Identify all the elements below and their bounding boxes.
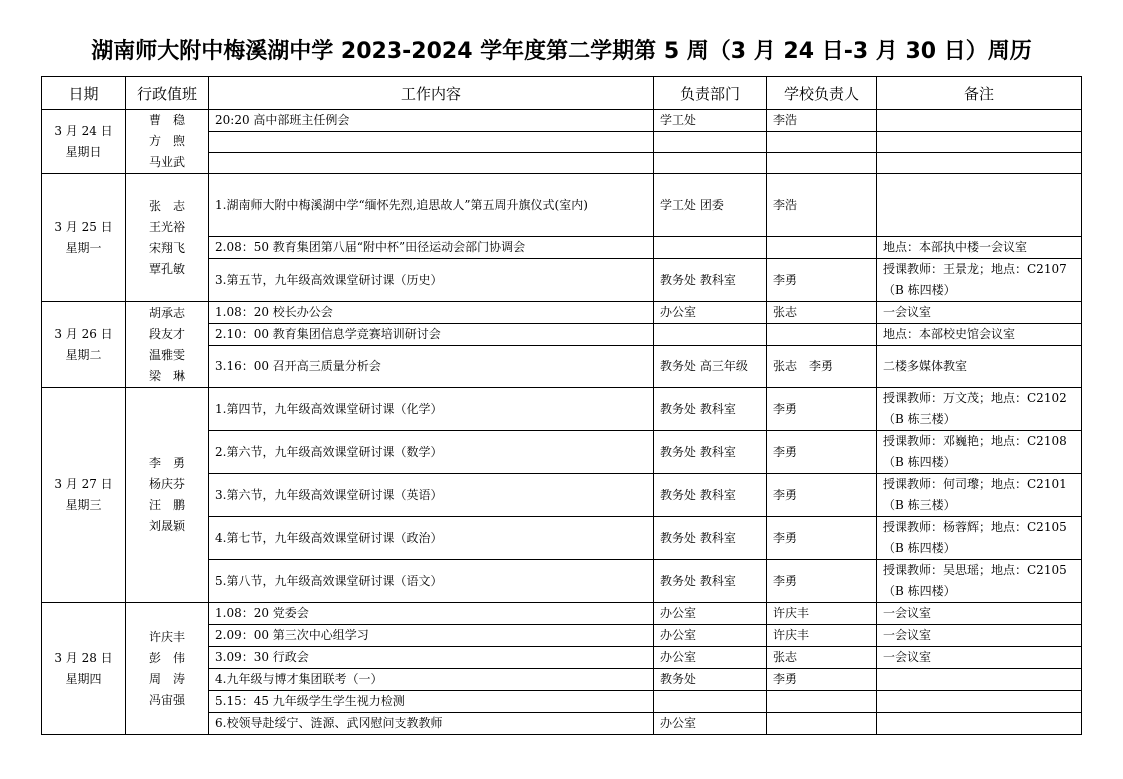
department-cell: 教务处 教科室 (654, 517, 767, 560)
date-cell (42, 388, 126, 603)
department-cell: 办公室 (654, 625, 767, 647)
leader-cell: 李浩 (767, 174, 877, 237)
note-cell (877, 110, 1082, 132)
content-cell: 3.09：30 行政会 (209, 647, 654, 669)
department-cell: 学工处 团委 (654, 174, 767, 237)
note-cell: 授课教师：吴思瑶；地点：C2105（B 栋四楼） (877, 560, 1082, 603)
note-cell: 地点：本部执中楼一会议室 (877, 237, 1082, 259)
duty-person: 冯宙强 (148, 692, 185, 707)
department-cell: 办公室 (654, 603, 767, 625)
table-row (42, 174, 1082, 237)
duty-person: 温雅雯 (148, 347, 185, 362)
page-title: 湖南师大附中梅溪湖中学 2023-2024 学年度第二学期第 5 周（3 月 24 日-3 月 30 日）周历 (91, 39, 1032, 64)
weekday-text: 星期日 (65, 144, 102, 159)
date-text: 3 月 26 日 (54, 326, 113, 341)
department-cell: 学工处 (654, 110, 767, 132)
department-cell: 教务处 教科室 (654, 259, 767, 302)
leader-cell (767, 691, 877, 713)
note-cell (877, 153, 1082, 174)
leader-cell (767, 237, 877, 259)
department-cell (654, 324, 767, 346)
note-cell: 一会议室 (877, 603, 1082, 625)
leader-cell: 李勇 (767, 259, 877, 302)
date-cell (42, 110, 126, 174)
date-text: 3 月 24 日 (54, 123, 113, 138)
leader-cell: 李勇 (767, 560, 877, 603)
leader-cell: 李勇 (767, 669, 877, 691)
leader-cell: 张志 (767, 302, 877, 324)
duty-person: 王光裕 (148, 219, 185, 234)
leader-cell: 张志 李勇 (767, 346, 877, 388)
content-cell: 20:20 高中部班主任例会 (209, 110, 654, 132)
duty-person: 刘晟颖 (148, 519, 185, 533)
duty-person: 段友才 (148, 326, 185, 341)
department-cell (654, 691, 767, 713)
content-cell: 1.08：20 校长办公会 (209, 302, 654, 324)
content-cell: 5.第八节，九年级高效课堂研讨课（语文） (209, 560, 654, 603)
note-cell (877, 691, 1082, 713)
leader-cell: 李勇 (767, 431, 877, 474)
department-cell (654, 132, 767, 153)
content-cell: 4.第七节，九年级高效课堂研讨课（政治） (209, 517, 654, 560)
date-cell (42, 603, 126, 735)
note-cell (877, 713, 1082, 735)
note-cell: 一会议室 (877, 302, 1082, 324)
note-cell (877, 669, 1082, 691)
note-cell: 一会议室 (877, 625, 1082, 647)
note-cell (877, 132, 1082, 153)
note-cell (877, 174, 1082, 237)
content-cell: 4.九年级与博才集团联考（一） (209, 669, 654, 691)
content-cell: 1.湖南师大附中梅溪湖中学“缅怀先烈,追思故人”第五周升旗仪式(室内) (209, 174, 654, 237)
leader-cell (767, 132, 877, 153)
note-cell: 授课教师：何司瓈；地点：C2101（B 栋三楼） (877, 474, 1082, 517)
table-header-row (42, 77, 1082, 110)
content-cell: 2.08：50 教育集团第八届“附中杯”田径运动会部门协调会 (209, 237, 654, 259)
content-cell (209, 153, 654, 174)
leader-cell (767, 324, 877, 346)
department-cell (654, 153, 767, 174)
department-cell: 教务处 (654, 669, 767, 691)
table-row (42, 388, 1082, 431)
leader-cell: 张志 (767, 647, 877, 669)
date-text: 3 月 25 日 (54, 219, 113, 234)
content-cell: 3.16：00 召开高三质量分析会 (209, 346, 654, 388)
department-cell: 教务处 教科室 (654, 431, 767, 474)
duty-person: 马业武 (148, 155, 185, 169)
content-cell: 1.第四节，九年级高效课堂研讨课（化学） (209, 388, 654, 431)
department-cell (654, 237, 767, 259)
content-cell: 1.08：20 党委会 (209, 603, 654, 625)
content-cell: 2.09：00 第三次中心组学习 (209, 625, 654, 647)
date-text: 3 月 28 日 (54, 650, 113, 665)
header-leader: 学校负责人 (767, 77, 877, 110)
duty-person: 周 涛 (148, 671, 185, 686)
duty-person: 梁 琳 (148, 368, 185, 383)
content-cell: 6.校领导赴绥宁、涟源、武冈慰问支教教师 (209, 713, 654, 735)
duty-person: 胡承志 (148, 305, 185, 320)
note-cell: 地点：本部校史馆会议室 (877, 324, 1082, 346)
duty-person: 曹 稳 (148, 113, 185, 127)
content-cell (209, 132, 654, 153)
department-cell: 办公室 (654, 302, 767, 324)
duty-person: 杨庆芬 (148, 477, 185, 491)
duty-cell (126, 603, 209, 735)
note-cell: 授课教师：邓巍艳；地点：C2108（B 栋四楼） (877, 431, 1082, 474)
table-row (42, 302, 1082, 324)
note-cell: 一会议室 (877, 647, 1082, 669)
leader-cell: 李浩 (767, 110, 877, 132)
header-duty: 行政值班 (126, 77, 209, 110)
weekday-text: 星期一 (65, 240, 102, 255)
duty-cell (126, 110, 209, 174)
leader-cell (767, 153, 877, 174)
weekly-schedule-table (41, 76, 1082, 735)
date-text: 3 月 27 日 (54, 477, 113, 491)
leader-cell: 许庆丰 (767, 625, 877, 647)
duty-person: 覃孔敏 (148, 261, 185, 276)
duty-person: 宋翔飞 (148, 240, 185, 255)
note-cell: 二楼多媒体教室 (877, 346, 1082, 388)
duty-cell (126, 174, 209, 302)
leader-cell (767, 713, 877, 735)
weekday-text: 星期二 (65, 347, 102, 362)
leader-cell: 许庆丰 (767, 603, 877, 625)
department-cell: 办公室 (654, 713, 767, 735)
note-cell: 授课教师：王景龙；地点：C2107（B 栋四楼） (877, 259, 1082, 302)
content-cell: 3.第五节，九年级高效课堂研讨课（历史） (209, 259, 654, 302)
weekday-text: 星期四 (65, 671, 102, 686)
duty-person: 张 志 (148, 198, 185, 213)
content-cell: 3.第六节，九年级高效课堂研讨课（英语） (209, 474, 654, 517)
header-department: 负责部门 (654, 77, 767, 110)
header-notes: 备注 (877, 77, 1082, 110)
content-cell: 2.第六节，九年级高效课堂研讨课（数学） (209, 431, 654, 474)
date-cell (42, 174, 126, 302)
date-cell (42, 302, 126, 388)
duty-cell (126, 388, 209, 603)
department-cell: 教务处 高三年级 (654, 346, 767, 388)
note-cell: 授课教师：万文茂；地点：C2102（B 栋三楼） (877, 388, 1082, 431)
duty-person: 许庆丰 (148, 629, 185, 644)
department-cell: 教务处 教科室 (654, 560, 767, 603)
leader-cell: 李勇 (767, 517, 877, 560)
table-row (42, 603, 1082, 625)
table-row (42, 110, 1082, 132)
duty-person: 汪 鹏 (148, 498, 185, 512)
department-cell: 教务处 教科室 (654, 474, 767, 517)
duty-person: 方 煦 (148, 134, 185, 148)
department-cell: 教务处 教科室 (654, 388, 767, 431)
content-cell: 5.15：45 九年级学生学生视力检测 (209, 691, 654, 713)
leader-cell: 李勇 (767, 388, 877, 431)
weekday-text: 星期三 (65, 498, 102, 512)
duty-person: 彭 伟 (148, 650, 185, 665)
content-cell: 2.10：00 教育集团信息学竞赛培训研讨会 (209, 324, 654, 346)
header-content: 工作内容 (209, 77, 654, 110)
header-date: 日期 (42, 77, 126, 110)
leader-cell: 李勇 (767, 474, 877, 517)
department-cell: 办公室 (654, 647, 767, 669)
note-cell: 授课教师：杨蓉辉；地点：C2105（B 栋四楼） (877, 517, 1082, 560)
duty-person: 李 勇 (148, 456, 185, 470)
duty-cell (126, 302, 209, 388)
